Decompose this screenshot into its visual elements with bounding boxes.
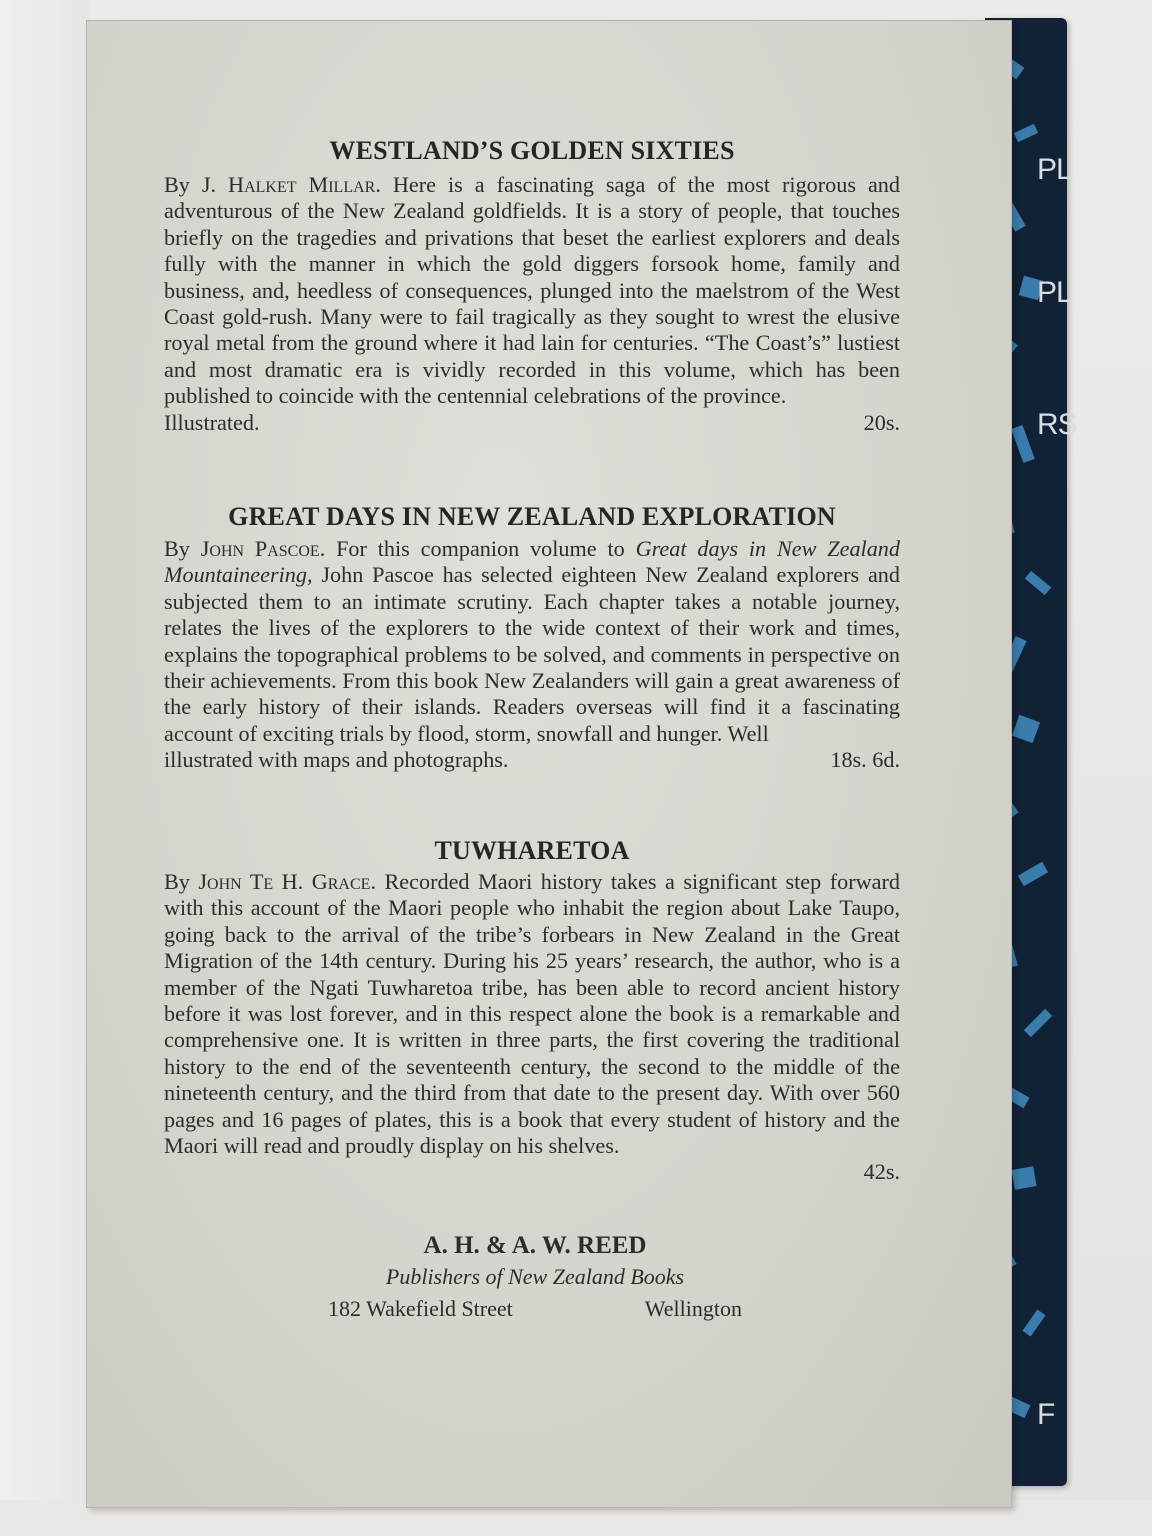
book2-title: GREAT DAYS IN NEW ZEALAND EXPLORATION: [228, 502, 836, 531]
spine-letter-3: RS: [1037, 408, 1077, 441]
book3-author: John Te H. Grace: [198, 869, 371, 894]
book1-by: By: [164, 172, 202, 197]
book3-title: TUWHARETOA: [434, 836, 630, 865]
book3-price: 42s.: [863, 1159, 900, 1185]
book2-price: 18s. 6d.: [830, 747, 900, 773]
book2-author: John Pascoe: [200, 536, 320, 561]
publisher-address: [300, 1296, 770, 1322]
spine-lettering: [1033, 18, 1077, 1486]
book1-text: . Here is a fascinating saga of the most rigorous and adventurous of the New Zealand goldfields. It is a story of people, that touches briefly on the tragedies and privations that beset the earliest explorers and deals fully with the manner in which the gold diggers forsook home, family and business, and, heedless of consequences, plunged into the maelstrom of the West Coast gold-rush. Many were to fail tragically as they sought to wrest the elusive royal metal from the ground where it had lain for centuries. “The Coast’s” lustiest and most dramatic era is vividly recorded in this volume, which has been published to coincide with the centennial celebrations of the province.: [164, 172, 900, 409]
publisher-city: Wellington: [644, 1296, 742, 1321]
spine-letter-2: PL: [1037, 276, 1072, 309]
book1-description: [164, 172, 900, 436]
spine-letter-4: F: [1037, 1398, 1055, 1431]
book2-italic-title: Great days in New Zealand Mountaineering,: [164, 536, 900, 588]
book2-last: illustrated with maps and photographs.: [164, 747, 509, 773]
publisher-name: A. H. & A. W. REED: [423, 1232, 647, 1259]
book3-text: . Recorded Maori history takes a significant step forward with this account of the Maori people who inhabit the region about Lake Taupo, going back to the arrival of the tribe’s forbears in New Zealand in the Great Migration of the 14th century. During his 25 years’ research, the author, who is a member of the Ngati Tuwharetoa tribe, has been able to record ancient history before it was lost forever, and in this respect alone the book is a remarkable and comprehensive one. It is written in three parts, the first covering the traditional history to the end of the seventeenth century, the second to the middle of the nineteenth century, and the third from that date to the present day. With over 560 pages and 16 pages of plates, this is a book that every student of history and the Maori will read and proudly display on his shelves.: [164, 869, 900, 1159]
publisher-tagline: Publishers of New Zealand Books: [385, 1264, 685, 1289]
publisher-street: 182 Wakefield Street: [328, 1296, 513, 1321]
book1-title: WESTLAND’S GOLDEN SIXTIES: [329, 136, 735, 165]
book1-last: Illustrated.: [164, 409, 260, 435]
background-wall: [0, 0, 90, 1536]
book3-by: By: [164, 869, 199, 894]
book2-by: By: [164, 536, 201, 561]
book3-description: [164, 869, 900, 1186]
publisher-imprint: [300, 1232, 770, 1322]
book2-description: [164, 536, 900, 774]
book1-price: 20s.: [863, 409, 900, 435]
spine-letter-1: PL: [1037, 153, 1072, 186]
book2-text-b: John Pascoe has selected eighteen New Zealand explorers and subjected them to an intimate scrutiny. Each chapter takes a notable journey, relates the lives of the explorers to the wide context of their work and times, explains the topographical problems to be solved, and comments in perspective on their achievements. From this book New Zealanders will gain a great awareness of the early history of their islands. Readers overseas will find it a fascinating account of exciting trials by flood, storm, snowfall and hunger. Well: [164, 562, 900, 746]
book1-price-line: [164, 410, 900, 436]
book2-price-line: [164, 747, 900, 773]
book1-author: J. Halket Millar: [201, 172, 376, 197]
book2-text-a: . For this companion volume to: [319, 536, 636, 561]
